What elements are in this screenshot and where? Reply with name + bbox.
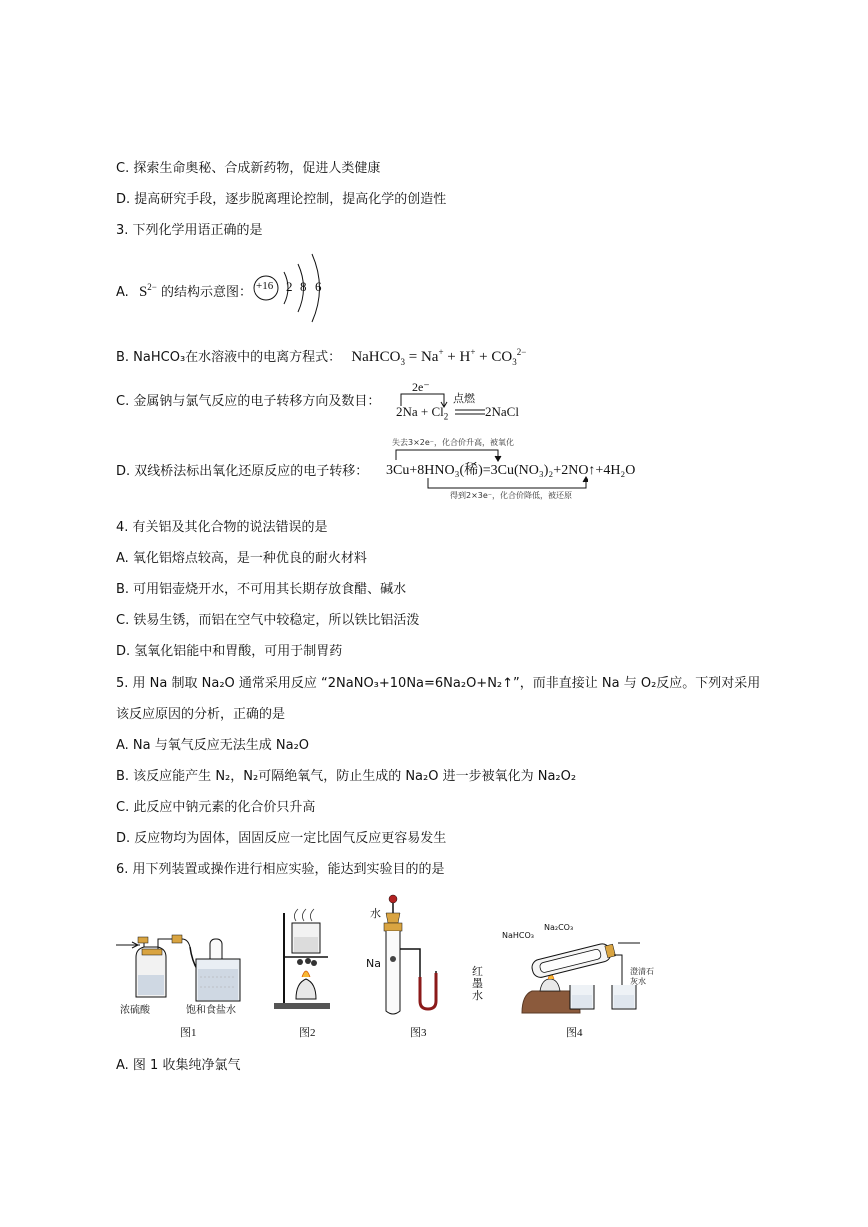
fig3-label-water: 水 (370, 907, 381, 920)
q3-option-d: D. 双线桥法标出氧化还原反应的电子转移： (116, 464, 369, 479)
q4-option-d: D. 氢氧化铝能中和胃酸，可用于制胃药 (116, 644, 343, 659)
figure-4-thermal-decomposition-apparatus (518, 925, 648, 1015)
q5-option-a: A. Na 与氧气反应无法生成 Na₂O (116, 738, 310, 753)
sodium-chlorine-equation: $2Na + Cl_2$ (396, 404, 449, 422)
q3-option-a-desc: 的结构示意图： (161, 285, 253, 300)
fig4-label-limewater: 澄清石灰水 (630, 967, 654, 986)
q5-option-d: D. 反应物均为固体，固固反应一定比固气反应更容易发生 (116, 831, 447, 846)
q2-option-c: C. 探索生命奥秘、合成新药物，促进人类健康 (116, 161, 381, 176)
fig3-label-red-ink: 红墨水 (472, 965, 483, 1002)
copper-nitric-acid-equation: 3Cu+8HNO₃(稀)=3Cu(NO₃)₂+2NO↑+4H₂O (386, 463, 636, 478)
fig1-caption: 图1 (180, 1027, 197, 1039)
q2-option-d: D. 提高研究手段，逐步脱离理论控制，提高化学的创造性 (116, 192, 447, 207)
q5-stem-line2: 该反应原因的分析，正确的是 (116, 707, 286, 722)
q3-ion-symbol: S (138, 284, 148, 300)
q3-stem: 3. 下列化学用语正确的是 (116, 223, 263, 238)
q6-option-a: A. 图 1 收集纯净氯气 (116, 1058, 241, 1073)
bicarbonate-ionization-equation: NaHCO$_3$ = $Na^+ + H^+ + CO_3^{2-}$ (351, 347, 527, 367)
product-nacl: 2NaCl (485, 404, 519, 419)
fig1-label-saturated-brine: 饱和食盐水 (186, 1005, 236, 1016)
q3-option-a-label: A. (116, 285, 129, 300)
q5-option-c: C. 此反应中钠元素的化合价只升高 (116, 800, 316, 815)
q4-option-b: B. 可用铝壶烧开水，不可用其长期存放食醋、碱水 (116, 582, 407, 597)
q3-ion-charge: 2− (147, 282, 157, 292)
shell-1-electrons: 2 (286, 279, 293, 294)
figure-2-heating-apparatus (270, 905, 340, 1015)
q3-option-b-label: B. NaHCO₃在水溶液中的电离方程式： (116, 350, 342, 365)
q4-option-c: C. 铁易生锈，而铝在空气中较稳定，所以铁比铝活泼 (116, 613, 420, 628)
electron-count-label: 2e⁻ (412, 380, 430, 394)
q5-option-b: B. 该反应能产生 N₂，N₂可隔绝氧气，防止生成的 Na₂O 进一步被氧化为 Na₂O₂ (116, 769, 577, 784)
double-equals-line (455, 408, 485, 416)
figure-3-u-tube-apparatus (380, 893, 480, 1018)
fig2-caption: 图2 (299, 1027, 316, 1039)
bridge-bottom-label: 得到2×3e⁻，化合价降低，被还原 (450, 491, 573, 500)
reaction-condition: 点燃 (453, 393, 475, 405)
q4-option-a: A. 氧化铝熔点较高，是一种优良的耐火材料 (116, 551, 367, 566)
q3-option-b (116, 344, 526, 370)
fig4-caption: 图4 (566, 1027, 583, 1039)
fig3-caption: 图3 (410, 1027, 427, 1039)
q3-option-a (116, 279, 252, 301)
q6-stem: 6. 用下列装置或操作进行相应实验，能达到实验目的的是 (116, 862, 445, 877)
q5-stem-line1: 5. 用 Na 制取 Na₂O 通常采用反应 “2NaNO₃+10Na=6Na₂O+N₂↑”，而非直接让 Na 与 O₂反应。下列对采用 (116, 676, 761, 691)
fig4-label-sodium-carbonate: Na₂CO₃ (544, 923, 574, 932)
fig1-label-conc-sulfuric-acid: 浓硫酸 (120, 1005, 150, 1016)
q3-option-c: C. 金属钠与氯气反应的电子转移方向及数目： (116, 394, 381, 409)
bridge-top-label: 失去3×2e⁻，化合价升高，被氧化 (392, 438, 515, 447)
q4-stem: 4. 有关铝及其化合物的说法错误的是 (116, 520, 328, 535)
fig3-label-sodium: Na (366, 957, 381, 970)
shell-2-electrons: 8 (300, 279, 307, 294)
nucleus-charge: +16 (256, 280, 274, 292)
shell-3-electrons: 6 (315, 279, 322, 294)
fig4-label-sodium-bicarbonate: NaHCO₃ (502, 931, 534, 940)
